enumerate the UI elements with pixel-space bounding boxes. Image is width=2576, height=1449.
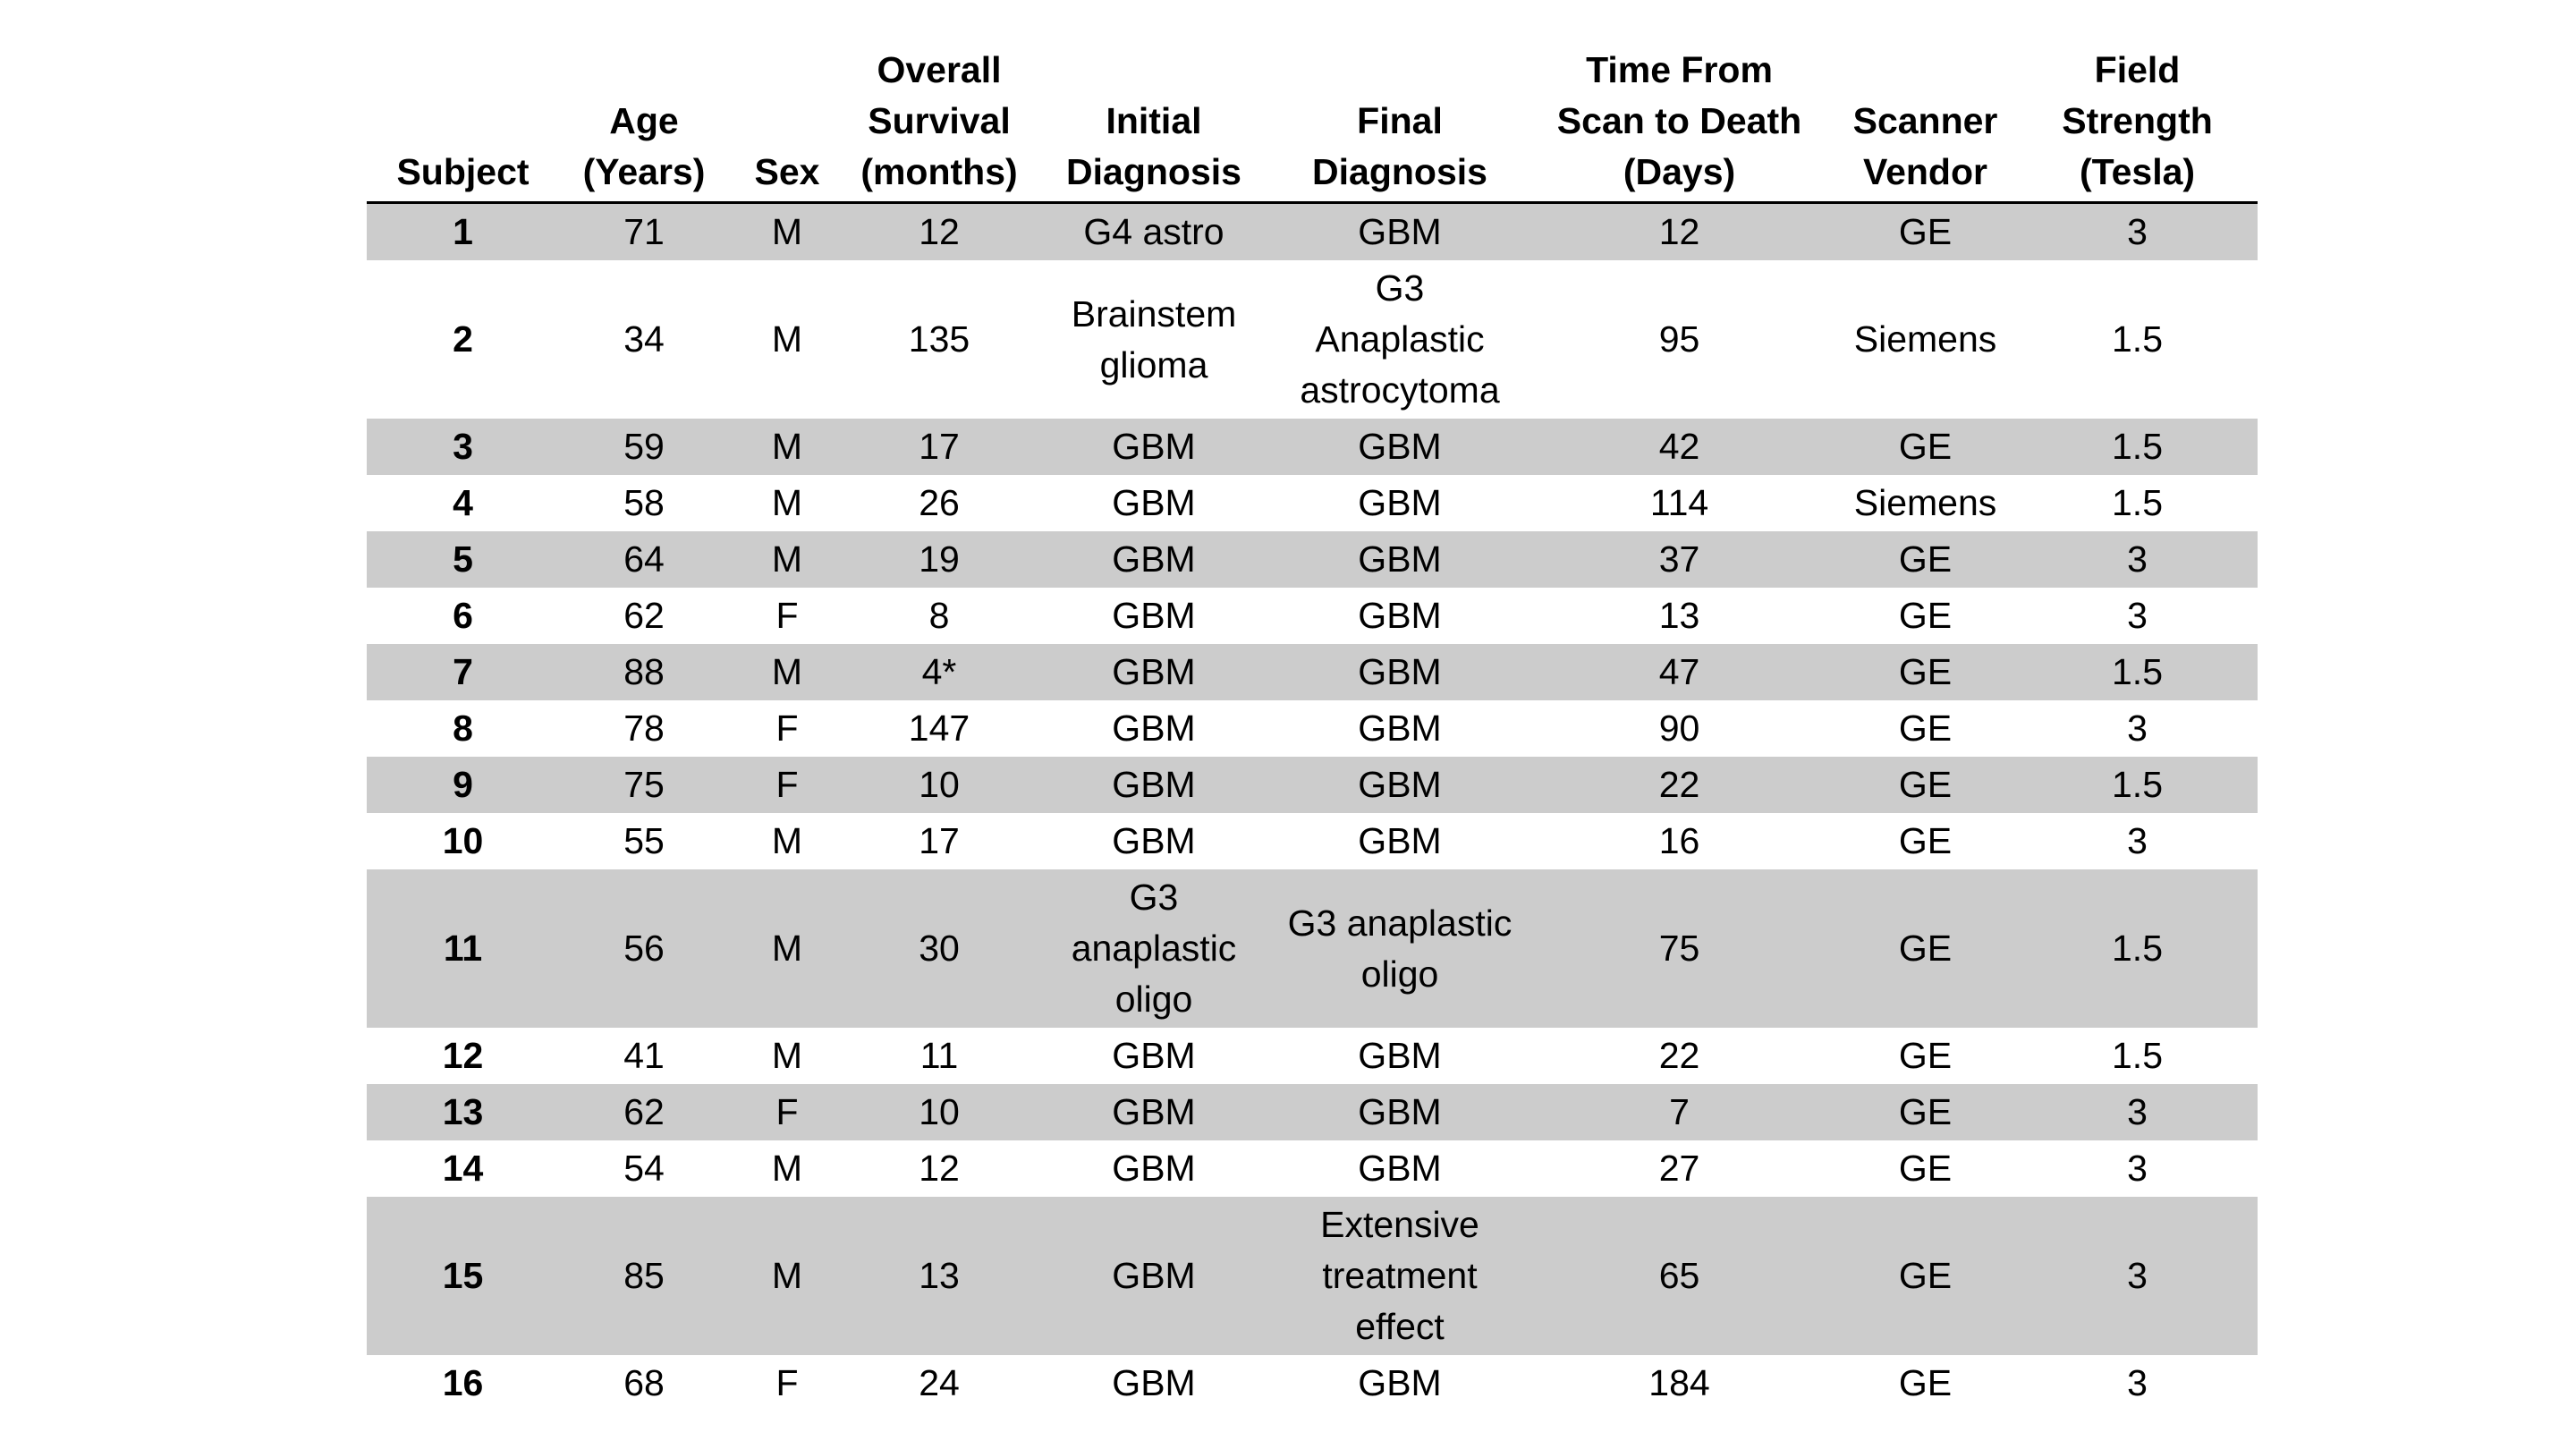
vendor-cell: GE	[1834, 869, 2017, 1028]
column-header-line: Strength	[2062, 100, 2213, 141]
cell-line: GBM	[1358, 651, 1442, 692]
initial-diagnosis-cell	[1033, 419, 1275, 475]
field-strength-cell: 1.5	[2112, 482, 2163, 523]
final-diagnosis-cell	[1275, 813, 1525, 869]
table-row	[367, 475, 2258, 531]
cell-line: anaplastic	[1071, 928, 1237, 969]
cell-line: GBM	[1112, 1255, 1196, 1296]
column-header-line: Initial	[1106, 100, 1202, 141]
initial-diagnosis-cell	[1033, 203, 1275, 261]
age-cell: 54	[623, 1148, 665, 1189]
days-cell: 114	[1649, 482, 1709, 523]
table-body	[367, 203, 2258, 1412]
days-cell: 184	[1648, 1362, 1710, 1403]
table-row	[367, 644, 2258, 700]
table-row	[367, 813, 2258, 869]
final-diagnosis-cell	[1275, 1140, 1525, 1197]
column-header-line: Final	[1357, 100, 1443, 141]
cell-line: GBM	[1358, 595, 1442, 636]
column-header-line: (Days)	[1623, 151, 1736, 192]
cell-line: oligo	[1360, 953, 1439, 995]
final-diagnosis-cell	[1275, 644, 1525, 700]
survival-cell: 13	[845, 1197, 1033, 1355]
field-strength-cell: 1.5	[2017, 757, 2258, 813]
field-strength-cell: 1.5	[2017, 419, 2258, 475]
days-cell: 47	[1525, 644, 1834, 700]
final-diagnosis-cell	[1275, 757, 1525, 813]
table-row	[367, 700, 2258, 757]
field-strength-cell: 3	[2127, 820, 2148, 861]
field-strength-cell: 3	[2017, 531, 2258, 588]
survival-cell: 12	[919, 1148, 960, 1189]
table-row	[367, 1140, 2258, 1197]
subject-cell: 14	[442, 1148, 484, 1189]
subject-cell: 10	[442, 820, 484, 861]
cell-line: GBM	[1112, 651, 1196, 692]
cell-line: effect	[1355, 1306, 1445, 1347]
vendor-cell: GE	[1898, 820, 1953, 861]
final-diagnosis-cell	[1275, 260, 1525, 419]
column-header-line: (Tesla)	[2079, 151, 2196, 192]
age-cell: 34	[623, 318, 665, 360]
subject-cell: 2	[453, 318, 473, 360]
age-cell: 62	[623, 595, 665, 636]
sex-cell: F	[729, 1084, 845, 1140]
vendor-cell: GE	[1898, 1362, 1953, 1403]
cell-line: GBM	[1358, 426, 1442, 467]
cell-line: GBM	[1112, 820, 1196, 861]
final-diagnosis-cell	[1275, 1197, 1525, 1355]
cell-line: GBM	[1358, 764, 1442, 805]
sex-cell: M	[729, 531, 845, 588]
column-header-line: Overall	[877, 49, 1002, 90]
vendor-cell: GE	[1898, 708, 1953, 749]
age-cell: 62	[559, 1084, 729, 1140]
column-header-field-strength	[2017, 45, 2258, 203]
field-strength-cell: 1.5	[2112, 318, 2163, 360]
age-cell: 75	[559, 757, 729, 813]
vendor-cell: GE	[1834, 757, 2017, 813]
age-cell: 85	[559, 1197, 729, 1355]
sex-cell: M	[729, 1197, 845, 1355]
initial-diagnosis-cell	[1033, 700, 1275, 757]
cell-line: G4 astro	[1083, 211, 1224, 252]
cell-line: GBM	[1358, 538, 1442, 580]
table-row	[367, 419, 2258, 475]
cell-line: GBM	[1112, 595, 1196, 636]
subject-cell: 7	[367, 644, 559, 700]
days-cell: 65	[1525, 1197, 1834, 1355]
age-cell: 58	[623, 482, 665, 523]
vendor-cell: GE	[1898, 1035, 1953, 1076]
column-header-line: Diagnosis	[1312, 151, 1487, 192]
column-header-line: (months)	[860, 151, 1018, 192]
initial-diagnosis-cell	[1033, 260, 1275, 419]
column-header-line: Diagnosis	[1066, 151, 1241, 192]
table-row	[367, 1084, 2258, 1140]
days-cell: 12	[1525, 203, 1834, 261]
table-row	[367, 260, 2258, 419]
cell-line: GBM	[1358, 1035, 1442, 1076]
cell-line: GBM	[1358, 1091, 1442, 1132]
final-diagnosis-cell	[1275, 588, 1525, 644]
final-diagnosis-cell	[1275, 869, 1525, 1028]
column-header-line: Subject	[396, 151, 530, 192]
subject-table	[367, 45, 2258, 1411]
survival-cell: 17	[919, 820, 960, 861]
cell-line: G3	[1375, 267, 1425, 309]
survival-cell: 8	[928, 595, 950, 636]
age-cell: 88	[559, 644, 729, 700]
subject-cell: 5	[367, 531, 559, 588]
field-strength-cell: 3	[2017, 1084, 2258, 1140]
survival-cell: 147	[908, 708, 970, 749]
initial-diagnosis-cell	[1033, 475, 1275, 531]
final-diagnosis-cell	[1275, 1355, 1525, 1411]
sex-cell: M	[771, 318, 803, 360]
field-strength-cell: 3	[2127, 1148, 2148, 1189]
vendor-cell: Siemens	[1853, 482, 1997, 523]
cell-line: GBM	[1358, 211, 1442, 252]
survival-cell: 30	[845, 869, 1033, 1028]
final-diagnosis-cell	[1275, 419, 1525, 475]
survival-cell: 10	[845, 757, 1033, 813]
column-header-subject	[367, 45, 559, 203]
initial-diagnosis-cell	[1033, 869, 1275, 1028]
cell-line: Extensive	[1320, 1204, 1479, 1245]
initial-diagnosis-cell	[1033, 531, 1275, 588]
days-cell: 75	[1525, 869, 1834, 1028]
days-cell: 37	[1525, 531, 1834, 588]
subject-cell: 12	[442, 1035, 484, 1076]
subject-cell: 1	[367, 203, 559, 261]
initial-diagnosis-cell	[1033, 1355, 1275, 1411]
column-header-overall-survival	[845, 45, 1033, 203]
vendor-cell: GE	[1834, 531, 2017, 588]
column-header-line: Scanner	[1852, 100, 1998, 141]
vendor-cell: GE	[1834, 1084, 2017, 1140]
cell-line: G3	[1129, 877, 1179, 918]
table-row	[367, 203, 2258, 261]
field-strength-cell: 1.5	[2112, 1035, 2163, 1076]
column-header-line: (Years)	[582, 151, 706, 192]
column-header-line: Sex	[754, 151, 820, 192]
column-header-scanner-vendor	[1834, 45, 2017, 203]
survival-cell: 26	[919, 482, 960, 523]
days-cell: 13	[1658, 595, 1700, 636]
cell-line: Brainstem	[1071, 292, 1237, 335]
age-cell: 71	[559, 203, 729, 261]
column-header-line: Vendor	[1863, 151, 1987, 192]
survival-cell: 24	[919, 1362, 960, 1403]
subject-cell: 16	[442, 1362, 484, 1403]
header-row	[367, 45, 2258, 203]
field-strength-cell: 1.5	[2017, 869, 2258, 1028]
days-cell: 42	[1525, 419, 1834, 475]
days-cell: 22	[1658, 1035, 1700, 1076]
table-container	[367, 45, 2258, 1411]
cell-line: treatment	[1322, 1255, 1478, 1296]
initial-diagnosis-cell	[1033, 1140, 1275, 1197]
sex-cell: M	[729, 869, 845, 1028]
final-diagnosis-cell	[1275, 1028, 1525, 1084]
final-diagnosis-cell	[1275, 475, 1525, 531]
age-cell: 41	[623, 1035, 665, 1076]
initial-diagnosis-cell	[1033, 588, 1275, 644]
cell-line: GBM	[1358, 1362, 1442, 1403]
cell-line: GBM	[1112, 764, 1196, 805]
subject-cell: 9	[367, 757, 559, 813]
final-diagnosis-cell	[1275, 1084, 1525, 1140]
column-header-time-scan-to-death	[1525, 45, 1834, 203]
sex-cell: M	[729, 644, 845, 700]
sex-cell: F	[775, 708, 799, 749]
initial-diagnosis-cell	[1033, 813, 1275, 869]
vendor-cell: GE	[1898, 1148, 1953, 1189]
column-header-sex	[729, 45, 845, 203]
age-cell: 78	[623, 708, 665, 749]
field-strength-cell: 3	[2017, 203, 2258, 261]
column-header-age	[559, 45, 729, 203]
sex-cell: M	[729, 419, 845, 475]
sex-cell: F	[775, 1362, 799, 1403]
cell-line: GBM	[1112, 708, 1196, 749]
column-header-final-diagnosis	[1275, 45, 1525, 203]
table-row	[367, 588, 2258, 644]
cell-line: GBM	[1358, 708, 1442, 749]
field-strength-cell: 1.5	[2017, 644, 2258, 700]
final-diagnosis-cell	[1275, 203, 1525, 261]
vendor-cell: Siemens	[1853, 318, 1997, 360]
survival-cell: 4*	[845, 644, 1033, 700]
cell-line: GBM	[1112, 1035, 1196, 1076]
initial-diagnosis-cell	[1033, 1197, 1275, 1355]
cell-line: GBM	[1112, 1362, 1196, 1403]
subject-cell: 8	[453, 708, 473, 749]
initial-diagnosis-cell	[1033, 757, 1275, 813]
cell-line: glioma	[1099, 343, 1208, 386]
column-header-line: Age	[609, 100, 679, 141]
days-cell: 95	[1658, 318, 1700, 360]
vendor-cell: GE	[1834, 419, 2017, 475]
vendor-cell: GE	[1898, 595, 1953, 636]
survival-cell: 19	[845, 531, 1033, 588]
cell-line: astrocytoma	[1300, 369, 1500, 411]
initial-diagnosis-cell	[1033, 1084, 1275, 1140]
days-cell: 27	[1658, 1148, 1700, 1189]
days-cell: 7	[1525, 1084, 1834, 1140]
initial-diagnosis-cell	[1033, 644, 1275, 700]
table-row	[367, 757, 2258, 813]
final-diagnosis-cell	[1275, 531, 1525, 588]
subject-cell: 3	[367, 419, 559, 475]
cell-line: GBM	[1112, 1148, 1196, 1189]
final-diagnosis-cell	[1275, 700, 1525, 757]
age-cell: 55	[623, 820, 665, 861]
sex-cell: M	[771, 1148, 803, 1189]
cell-line: oligo	[1114, 979, 1193, 1020]
column-header-line: Scan to Death	[1556, 100, 1802, 141]
sex-cell: F	[775, 595, 799, 636]
subject-cell: 11	[367, 869, 559, 1028]
age-cell: 59	[559, 419, 729, 475]
table-row	[367, 531, 2258, 588]
vendor-cell: GE	[1834, 203, 2017, 261]
vendor-cell: GE	[1834, 644, 2017, 700]
cell-line: GBM	[1112, 426, 1196, 467]
days-cell: 16	[1658, 820, 1700, 861]
survival-cell: 11	[919, 1035, 959, 1076]
cell-line: G3 anaplastic	[1287, 902, 1513, 944]
sex-cell: M	[771, 820, 803, 861]
cell-line: GBM	[1112, 482, 1196, 523]
field-strength-cell: 3	[2017, 1197, 2258, 1355]
survival-cell: 135	[908, 318, 970, 360]
vendor-cell: GE	[1834, 1197, 2017, 1355]
column-header-initial-diagnosis	[1033, 45, 1275, 203]
days-cell: 90	[1658, 708, 1700, 749]
table-row	[367, 1355, 2258, 1411]
sex-cell: M	[771, 1035, 803, 1076]
table-row	[367, 1197, 2258, 1355]
table-row	[367, 869, 2258, 1028]
subject-cell: 15	[367, 1197, 559, 1355]
field-strength-cell: 3	[2127, 708, 2148, 749]
cell-line: GBM	[1358, 820, 1442, 861]
survival-cell: 12	[845, 203, 1033, 261]
subject-cell: 4	[453, 482, 473, 523]
field-strength-cell: 3	[2127, 1362, 2148, 1403]
sex-cell: M	[771, 482, 803, 523]
survival-cell: 17	[845, 419, 1033, 475]
subject-cell: 6	[453, 595, 473, 636]
cell-line: GBM	[1358, 482, 1442, 523]
age-cell: 64	[559, 531, 729, 588]
column-header-line: Time From	[1586, 49, 1773, 90]
days-cell: 22	[1525, 757, 1834, 813]
table-row	[367, 1028, 2258, 1084]
field-strength-cell: 3	[2127, 595, 2148, 636]
cell-line: Anaplastic	[1315, 318, 1485, 360]
column-header-line: Survival	[868, 100, 1011, 141]
cell-line: GBM	[1112, 1091, 1196, 1132]
age-cell: 68	[623, 1362, 665, 1403]
column-header-line: Field	[2094, 49, 2181, 90]
subject-cell: 13	[367, 1084, 559, 1140]
initial-diagnosis-cell	[1033, 1028, 1275, 1084]
sex-cell: M	[729, 203, 845, 261]
survival-cell: 10	[845, 1084, 1033, 1140]
age-cell: 56	[559, 869, 729, 1028]
sex-cell: F	[729, 757, 845, 813]
cell-line: GBM	[1112, 538, 1196, 580]
cell-line: GBM	[1358, 1148, 1442, 1189]
